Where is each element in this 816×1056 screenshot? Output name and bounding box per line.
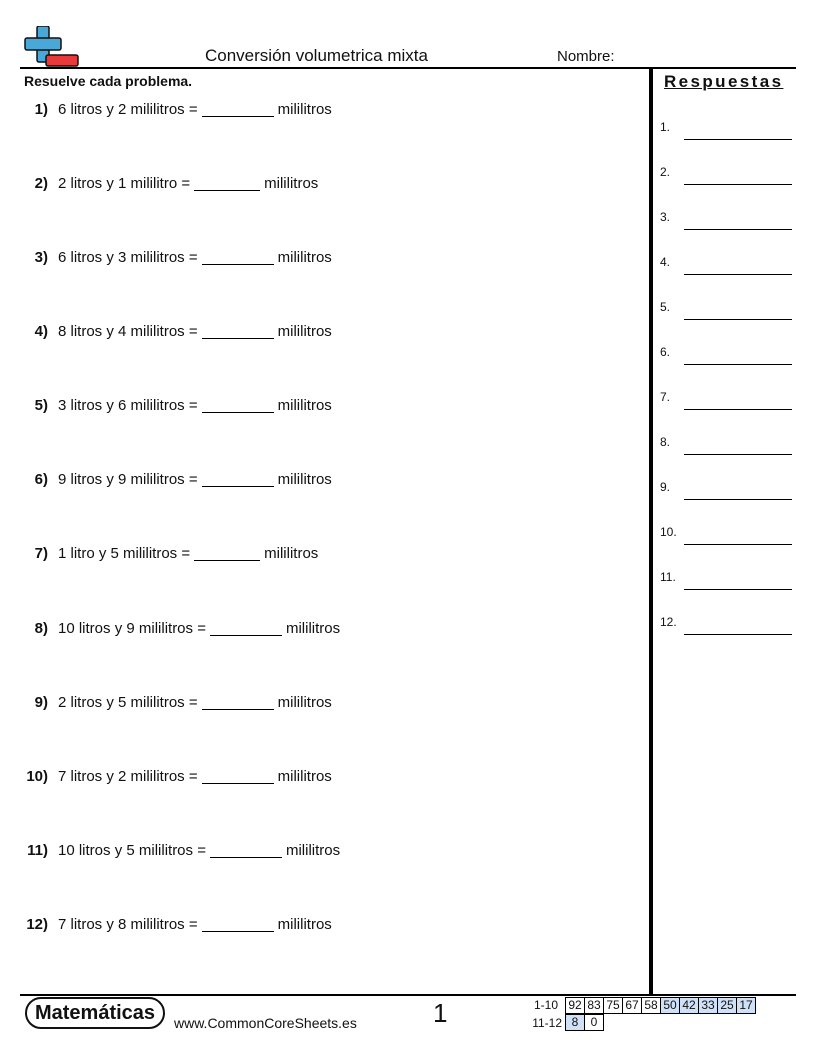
problem-answer-blank[interactable] bbox=[202, 695, 274, 710]
score-key-range-2: 11-12 bbox=[532, 1016, 562, 1030]
problem-unit: mililitros bbox=[277, 101, 332, 118]
problem-answer-blank[interactable] bbox=[194, 176, 260, 191]
score-key-cell: 92 bbox=[566, 998, 585, 1014]
answer-label: 5. bbox=[660, 300, 671, 314]
problem-unit: mililitros bbox=[277, 397, 332, 414]
problem-answer-blank[interactable] bbox=[202, 472, 274, 487]
footer-divider bbox=[20, 994, 796, 996]
problem-answer-blank[interactable] bbox=[194, 546, 260, 561]
answer-row-9 bbox=[660, 480, 792, 500]
answer-line[interactable] bbox=[684, 274, 792, 275]
answer-line[interactable] bbox=[684, 184, 792, 185]
answer-line[interactable] bbox=[684, 454, 792, 455]
problem-prompt: 6 litros y 3 mililitros = bbox=[58, 249, 198, 266]
problem-8 bbox=[0, 620, 340, 637]
plus-minus-logo-icon bbox=[24, 26, 80, 68]
answer-label: 4. bbox=[660, 255, 671, 269]
answer-label: 3. bbox=[660, 210, 671, 224]
score-key-cell: 0 bbox=[585, 1015, 604, 1031]
problem-12 bbox=[0, 916, 332, 933]
answer-line[interactable] bbox=[684, 544, 792, 545]
problem-2 bbox=[0, 175, 318, 192]
answer-row-10 bbox=[660, 525, 792, 545]
answer-row-12 bbox=[660, 615, 792, 635]
answer-row-11 bbox=[660, 570, 792, 590]
problem-unit: mililitros bbox=[285, 842, 341, 859]
problem-answer-blank[interactable] bbox=[202, 102, 274, 117]
problem-unit: mililitros bbox=[277, 471, 332, 488]
problem-number: 8) bbox=[34, 620, 48, 637]
problem-5 bbox=[0, 397, 332, 414]
problem-number: 7) bbox=[34, 545, 48, 562]
problem-unit: mililitros bbox=[285, 620, 341, 637]
problem-10 bbox=[0, 768, 332, 785]
problem-answer-blank[interactable] bbox=[202, 917, 274, 932]
score-key-cell: 50 bbox=[661, 998, 680, 1014]
answer-row-6 bbox=[660, 345, 792, 365]
brand-badge: Matemáticas bbox=[25, 997, 165, 1029]
score-key-cell: 25 bbox=[718, 998, 737, 1014]
answer-line[interactable] bbox=[684, 499, 792, 500]
problem-prompt: 3 litros y 6 mililitros = bbox=[58, 397, 198, 414]
problem-number: 9) bbox=[34, 694, 48, 711]
score-key-cell: 83 bbox=[585, 998, 604, 1014]
answer-line[interactable] bbox=[684, 364, 792, 365]
problem-9 bbox=[0, 694, 332, 711]
answer-row-2 bbox=[660, 165, 792, 185]
answer-label: 11. bbox=[660, 570, 676, 584]
problem-number: 6) bbox=[34, 471, 48, 488]
problem-4 bbox=[0, 323, 332, 340]
answer-line[interactable] bbox=[684, 319, 792, 320]
problem-unit: mililitros bbox=[264, 545, 319, 562]
problem-7 bbox=[0, 545, 318, 562]
problem-prompt: 6 litros y 2 mililitros = bbox=[58, 101, 198, 118]
answer-label: 8. bbox=[660, 435, 671, 449]
answers-title: Respuestas bbox=[664, 72, 784, 91]
problem-6 bbox=[0, 471, 332, 488]
score-key-cell: 67 bbox=[623, 998, 642, 1014]
answer-label: 10. bbox=[660, 525, 677, 539]
answer-label: 2. bbox=[660, 165, 671, 179]
header-divider bbox=[20, 67, 796, 69]
problem-number: 3) bbox=[34, 249, 48, 266]
score-key-cell: 58 bbox=[642, 998, 661, 1014]
instructions: Resuelve cada problema. bbox=[24, 73, 193, 89]
problem-prompt: 9 litros y 9 mililitros = bbox=[58, 471, 198, 488]
answer-row-8 bbox=[660, 435, 792, 455]
problem-number: 5) bbox=[34, 397, 48, 414]
site-url: www.CommonCoreSheets.es bbox=[174, 1015, 357, 1031]
answer-line[interactable] bbox=[684, 409, 792, 410]
score-key-row-2 bbox=[565, 1014, 604, 1031]
answer-label: 7. bbox=[660, 390, 671, 404]
answer-column-divider bbox=[649, 67, 653, 994]
answer-line[interactable] bbox=[684, 229, 792, 230]
problem-prompt: 8 litros y 4 mililitros = bbox=[58, 323, 198, 340]
problem-number: 12) bbox=[26, 916, 48, 933]
score-key-cell: 33 bbox=[699, 998, 718, 1014]
answer-row-1 bbox=[660, 120, 792, 140]
problem-prompt: 2 litros y 1 mililitro = bbox=[58, 175, 191, 192]
problem-11 bbox=[0, 842, 340, 859]
answer-line[interactable] bbox=[684, 634, 792, 635]
problem-unit: mililitros bbox=[277, 916, 332, 933]
problem-prompt: 7 litros y 2 mililitros = bbox=[58, 768, 198, 785]
problem-unit: mililitros bbox=[277, 694, 332, 711]
problem-answer-blank[interactable] bbox=[202, 324, 274, 339]
problem-unit: mililitros bbox=[264, 175, 319, 192]
problem-answer-blank[interactable] bbox=[202, 250, 274, 265]
name-label: Nombre: bbox=[557, 48, 615, 65]
answer-label: 1. bbox=[660, 120, 671, 134]
answer-label: 12. bbox=[660, 615, 677, 629]
answer-label: 6. bbox=[660, 345, 671, 359]
problem-answer-blank[interactable] bbox=[202, 769, 274, 784]
answer-label: 9. bbox=[660, 480, 671, 494]
problem-prompt: 7 litros y 8 mililitros = bbox=[58, 916, 198, 933]
score-key-cell: 75 bbox=[604, 998, 623, 1014]
answer-row-4 bbox=[660, 255, 792, 275]
answer-row-3 bbox=[660, 210, 792, 230]
score-key-range-1: 1-10 bbox=[533, 998, 558, 1012]
problem-prompt: 10 litros y 5 mililitros = bbox=[58, 842, 206, 859]
problem-answer-blank[interactable] bbox=[210, 843, 282, 858]
worksheet-title: Conversión volumetrica mixta bbox=[205, 46, 428, 65]
problem-prompt: 2 litros y 5 mililitros = bbox=[58, 694, 198, 711]
problem-answer-blank[interactable] bbox=[202, 398, 274, 413]
problem-3 bbox=[0, 249, 332, 266]
score-key-cell: 42 bbox=[680, 998, 699, 1014]
score-key-cell: 8 bbox=[566, 1015, 585, 1031]
answer-row-5 bbox=[660, 300, 792, 320]
score-key-cell: 17 bbox=[737, 998, 756, 1014]
problem-prompt: 1 litro y 5 mililitros = bbox=[58, 545, 191, 562]
answer-row-7 bbox=[660, 390, 792, 410]
score-key-row-1 bbox=[565, 997, 756, 1014]
problem-number: 1) bbox=[34, 101, 48, 118]
problem-number: 4) bbox=[34, 323, 48, 340]
answer-line[interactable] bbox=[684, 589, 792, 590]
problem-answer-blank[interactable] bbox=[210, 621, 282, 636]
problem-unit: mililitros bbox=[277, 323, 332, 340]
problem-unit: mililitros bbox=[277, 768, 332, 785]
answer-line[interactable] bbox=[684, 139, 792, 140]
problem-unit: mililitros bbox=[277, 249, 332, 266]
page-number: 1 bbox=[433, 998, 448, 1028]
problem-number: 2) bbox=[34, 175, 48, 192]
problem-number: 10) bbox=[26, 768, 48, 785]
problem-number: 11) bbox=[27, 842, 48, 859]
problem-prompt: 10 litros y 9 mililitros = bbox=[58, 620, 206, 637]
problem-1 bbox=[0, 101, 332, 118]
